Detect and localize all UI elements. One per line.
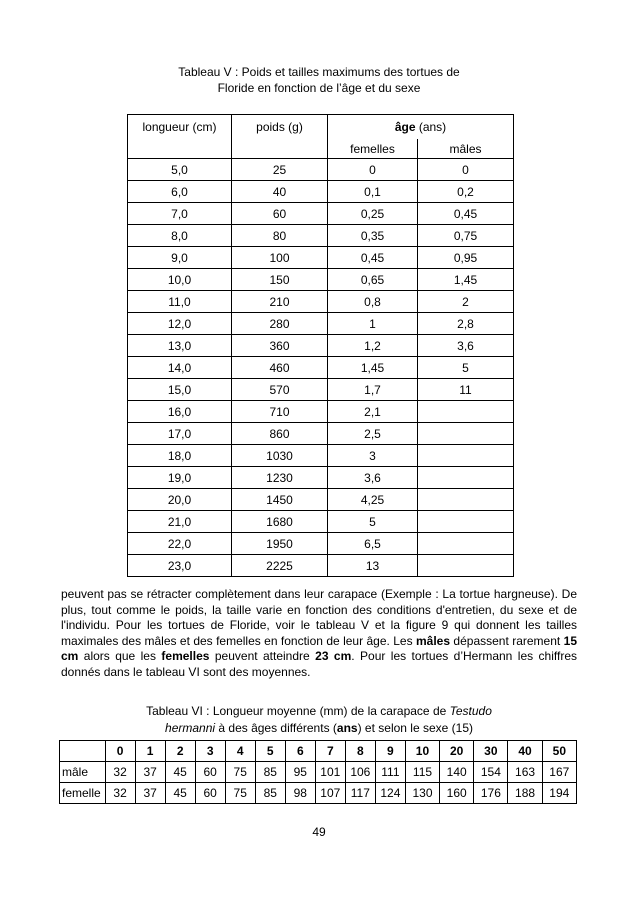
table6-cell: 176 xyxy=(474,783,508,804)
table5-cell-femelles: 0,65 xyxy=(328,269,418,291)
table5-cell-males xyxy=(418,489,514,511)
table5-cell-longueur: 10,0 xyxy=(128,269,232,291)
table5-cell-males: 11 xyxy=(418,379,514,401)
table5-cell-poids: 460 xyxy=(232,357,328,379)
table5-cell-femelles: 1,7 xyxy=(328,379,418,401)
table6-cell: 60 xyxy=(195,783,225,804)
paragraph-bold-males: mâles xyxy=(416,633,451,648)
table5-cell-poids: 280 xyxy=(232,313,328,335)
table5-subheader-empty2 xyxy=(232,139,328,159)
table5-cell-males xyxy=(418,401,514,423)
table5-row xyxy=(128,269,514,291)
table5-cell-longueur: 17,0 xyxy=(128,423,232,445)
table5-cell-poids: 60 xyxy=(232,203,328,225)
table5-row xyxy=(128,357,514,379)
table6-age-header: 8 xyxy=(345,741,375,762)
table5-cell-longueur: 6,0 xyxy=(128,181,232,203)
table6-cell: 140 xyxy=(440,762,474,783)
table6-age-header: 0 xyxy=(105,741,135,762)
table5-cell-poids: 2225 xyxy=(232,555,328,577)
table6-cell: 98 xyxy=(285,783,315,804)
table5-row xyxy=(128,291,514,313)
table6-caption-text3: ) et selon le sexe (15) xyxy=(357,721,473,735)
table6-row-label: femelle xyxy=(60,783,106,804)
table6-cell: 115 xyxy=(405,762,439,783)
table6-cell: 32 xyxy=(105,783,135,804)
table5-row xyxy=(128,511,514,533)
table6-cell: 130 xyxy=(405,783,439,804)
table6-caption-text2: à des âges différents ( xyxy=(215,721,337,735)
table5-caption-line2: Floride en fonction de l’âge et du sexe xyxy=(217,81,421,95)
table5-cell-poids: 570 xyxy=(232,379,328,401)
table5-cell-femelles: 2,5 xyxy=(328,423,418,445)
page-number: 49 xyxy=(312,825,326,839)
table5-row xyxy=(128,225,514,247)
table6-caption-genus: Testudo xyxy=(449,704,492,718)
table5-cell-femelles: 3,6 xyxy=(328,467,418,489)
table6-caption-text1: Tableau VI : Longueur moyenne (mm) de la carapace de xyxy=(146,704,450,718)
table5-row xyxy=(128,181,514,203)
paragraph-bold-femelles: femelles xyxy=(161,649,210,664)
table5-cell-femelles: 1,45 xyxy=(328,357,418,379)
table6-age-header: 3 xyxy=(195,741,225,762)
table5-subheader-row xyxy=(128,139,514,159)
table5-row xyxy=(128,203,514,225)
table6-age-header: 1 xyxy=(135,741,165,762)
table5-cell-longueur: 7,0 xyxy=(128,203,232,225)
table5-cell-males: 0 xyxy=(418,159,514,181)
table6-age-header: 20 xyxy=(440,741,474,762)
table5-cell-poids: 710 xyxy=(232,401,328,423)
table6-cell: 75 xyxy=(225,783,255,804)
table6-caption xyxy=(0,703,638,737)
table5-cell-femelles: 0 xyxy=(328,159,418,181)
table5-cell-femelles: 0,25 xyxy=(328,203,418,225)
table5-cell-longueur: 5,0 xyxy=(128,159,232,181)
table5-cell-poids: 25 xyxy=(232,159,328,181)
table5-cell-males: 3,6 xyxy=(418,335,514,357)
table5-caption xyxy=(0,64,638,96)
table5-cell-poids: 210 xyxy=(232,291,328,313)
table6-row xyxy=(60,783,577,804)
table5-cell-males: 0,2 xyxy=(418,181,514,203)
table5-row xyxy=(128,379,514,401)
table6-row xyxy=(60,762,577,783)
table5-header-row xyxy=(128,115,514,140)
table6-cell: 163 xyxy=(508,762,542,783)
table6-cell: 45 xyxy=(165,762,195,783)
table5-cell-males xyxy=(418,423,514,445)
table5-cell-femelles: 2,1 xyxy=(328,401,418,423)
table5-header-poids: poids (g) xyxy=(232,115,328,140)
table5-row xyxy=(128,335,514,357)
table6-caption-line2 xyxy=(0,720,638,737)
table6-cell: 154 xyxy=(474,762,508,783)
table5-header-age-unit: (ans) xyxy=(415,120,447,134)
table5-cell-poids: 860 xyxy=(232,423,328,445)
table5-cell-poids: 100 xyxy=(232,247,328,269)
table5-cell-males xyxy=(418,555,514,577)
table5-cell-femelles: 6,5 xyxy=(328,533,418,555)
table5-row xyxy=(128,159,514,181)
table5-cell-males xyxy=(418,533,514,555)
table5-cell-longueur: 16,0 xyxy=(128,401,232,423)
table6-cell: 124 xyxy=(375,783,405,804)
table5-subheader-empty1 xyxy=(128,139,232,159)
table6-cell: 117 xyxy=(345,783,375,804)
table5-row xyxy=(128,445,514,467)
paragraph-seg4: peuvent atteindre xyxy=(209,649,316,664)
table5-cell-poids: 1450 xyxy=(232,489,328,511)
table6-age-header: 7 xyxy=(315,741,345,762)
table6-caption-line1 xyxy=(0,703,638,720)
table6-cell: 194 xyxy=(542,783,576,804)
table5-cell-longueur: 20,0 xyxy=(128,489,232,511)
table6-corner-cell xyxy=(60,741,106,762)
table5-header-age-bold: âge xyxy=(394,120,416,134)
table6-cell: 37 xyxy=(135,762,165,783)
table5-cell-poids: 40 xyxy=(232,181,328,203)
table6-age-header: 9 xyxy=(375,741,405,762)
table6-age-header: 4 xyxy=(225,741,255,762)
table5-cell-longueur: 12,0 xyxy=(128,313,232,335)
table6-cell: 167 xyxy=(542,762,576,783)
table5-cell-males: 0,45 xyxy=(418,203,514,225)
table5-row xyxy=(128,555,514,577)
table6-caption-ans: ans xyxy=(336,721,358,735)
table5-subheader-males: mâles xyxy=(418,139,514,159)
table5-cell-femelles: 4,25 xyxy=(328,489,418,511)
table5-cell-males: 2,8 xyxy=(418,313,514,335)
table6-cell: 75 xyxy=(225,762,255,783)
table6-cell: 188 xyxy=(508,783,542,804)
table6-cell: 107 xyxy=(315,783,345,804)
table5-row xyxy=(128,467,514,489)
table5-cell-longueur: 18,0 xyxy=(128,445,232,467)
table5-row xyxy=(128,313,514,335)
paragraph-text xyxy=(61,587,577,681)
table5-cell-femelles: 1,2 xyxy=(328,335,418,357)
table5-subheader-femelles: femelles xyxy=(328,139,418,159)
table6-caption-species: hermanni xyxy=(165,721,216,735)
table5-cell-femelles: 13 xyxy=(328,555,418,577)
table5-cell-males: 0,95 xyxy=(418,247,514,269)
paragraph-bold-15cm: 15 cm xyxy=(61,633,577,664)
table5-row xyxy=(128,423,514,445)
table5-cell-longueur: 11,0 xyxy=(128,291,232,313)
table5-cell-longueur: 8,0 xyxy=(128,225,232,247)
table6-age-header: 30 xyxy=(474,741,508,762)
table5-cell-poids: 1030 xyxy=(232,445,328,467)
table6-row-label: mâle xyxy=(60,762,106,783)
table5-caption-line1: Tableau V : Poids et tailles maximums des tortues de xyxy=(178,65,460,79)
table5-cell-males xyxy=(418,511,514,533)
paragraph-seg3: alors que les xyxy=(78,649,162,664)
table5-cell-poids: 1950 xyxy=(232,533,328,555)
table5-cell-males xyxy=(418,445,514,467)
paragraph-seg2: dépassent rarement xyxy=(450,633,564,648)
table5-cell-longueur: 15,0 xyxy=(128,379,232,401)
table5-cell-males: 0,75 xyxy=(418,225,514,247)
table6-cell: 160 xyxy=(440,783,474,804)
table6-age-header: 10 xyxy=(405,741,439,762)
table5-row xyxy=(128,489,514,511)
table5-cell-poids: 150 xyxy=(232,269,328,291)
table5-cell-longueur: 21,0 xyxy=(128,511,232,533)
table5-cell-males: 2 xyxy=(418,291,514,313)
table5-cell-femelles: 0,1 xyxy=(328,181,418,203)
table5-cell-poids: 360 xyxy=(232,335,328,357)
table5-cell-femelles: 0,8 xyxy=(328,291,418,313)
table5-cell-femelles: 0,35 xyxy=(328,225,418,247)
table6-age-header: 40 xyxy=(508,741,542,762)
table6-header-row xyxy=(60,741,577,762)
paragraph-seg1: peuvent pas se rétracter complètement dans leur carapace (Exemple : La tortue hargneuse). De plus, tout comme le poids, la taille varie en fonction des conditions d'entretien, du sexe et de l'individu. Pour les tortues de Floride, voir le tableau V et la figure 9 qui donnent les tailles maximales des mâles et des femelles en fonction de leur âge. Les xyxy=(61,587,577,648)
table5-cell-longueur: 14,0 xyxy=(128,357,232,379)
table5-cell-males: 1,45 xyxy=(418,269,514,291)
table5-cell-femelles: 5 xyxy=(328,511,418,533)
table5-header-age xyxy=(328,115,514,140)
table5-cell-femelles: 1 xyxy=(328,313,418,335)
table5-row xyxy=(128,247,514,269)
table6-cell: 106 xyxy=(345,762,375,783)
table6-cell: 45 xyxy=(165,783,195,804)
table6-age-header: 6 xyxy=(285,741,315,762)
table6-cell: 85 xyxy=(255,783,285,804)
paragraph-bold-23cm: 23 cm xyxy=(315,649,352,664)
table5-cell-longueur: 13,0 xyxy=(128,335,232,357)
table5-row xyxy=(128,401,514,423)
table5-header-longueur: longueur (cm) xyxy=(128,115,232,140)
paragraph-seg5: . Pour les tortues d’Hermann les chiffres donnés dans le tableau VI sont des moyennes. xyxy=(61,649,578,679)
table5-cell-longueur: 23,0 xyxy=(128,555,232,577)
table6-cell: 60 xyxy=(195,762,225,783)
table6-cell: 101 xyxy=(315,762,345,783)
table5-cell-males xyxy=(418,467,514,489)
table5-cell-poids: 1680 xyxy=(232,511,328,533)
table6-age-header: 50 xyxy=(542,741,576,762)
body-paragraph xyxy=(61,587,577,681)
table5-cell-longueur: 9,0 xyxy=(128,247,232,269)
table5-cell-femelles: 0,45 xyxy=(328,247,418,269)
table6-cell: 85 xyxy=(255,762,285,783)
table6-age-header: 2 xyxy=(165,741,195,762)
table6 xyxy=(59,740,577,804)
table6-cell: 95 xyxy=(285,762,315,783)
table5-cell-poids: 1230 xyxy=(232,467,328,489)
table5-row xyxy=(128,533,514,555)
table6-age-header: 5 xyxy=(255,741,285,762)
table5-cell-poids: 80 xyxy=(232,225,328,247)
table5-cell-longueur: 22,0 xyxy=(128,533,232,555)
table6-cell: 32 xyxy=(105,762,135,783)
table5-cell-males: 5 xyxy=(418,357,514,379)
table5 xyxy=(127,114,514,577)
table6-cell: 37 xyxy=(135,783,165,804)
table6-cell: 111 xyxy=(375,762,405,783)
table5-cell-longueur: 19,0 xyxy=(128,467,232,489)
table5-cell-femelles: 3 xyxy=(328,445,418,467)
